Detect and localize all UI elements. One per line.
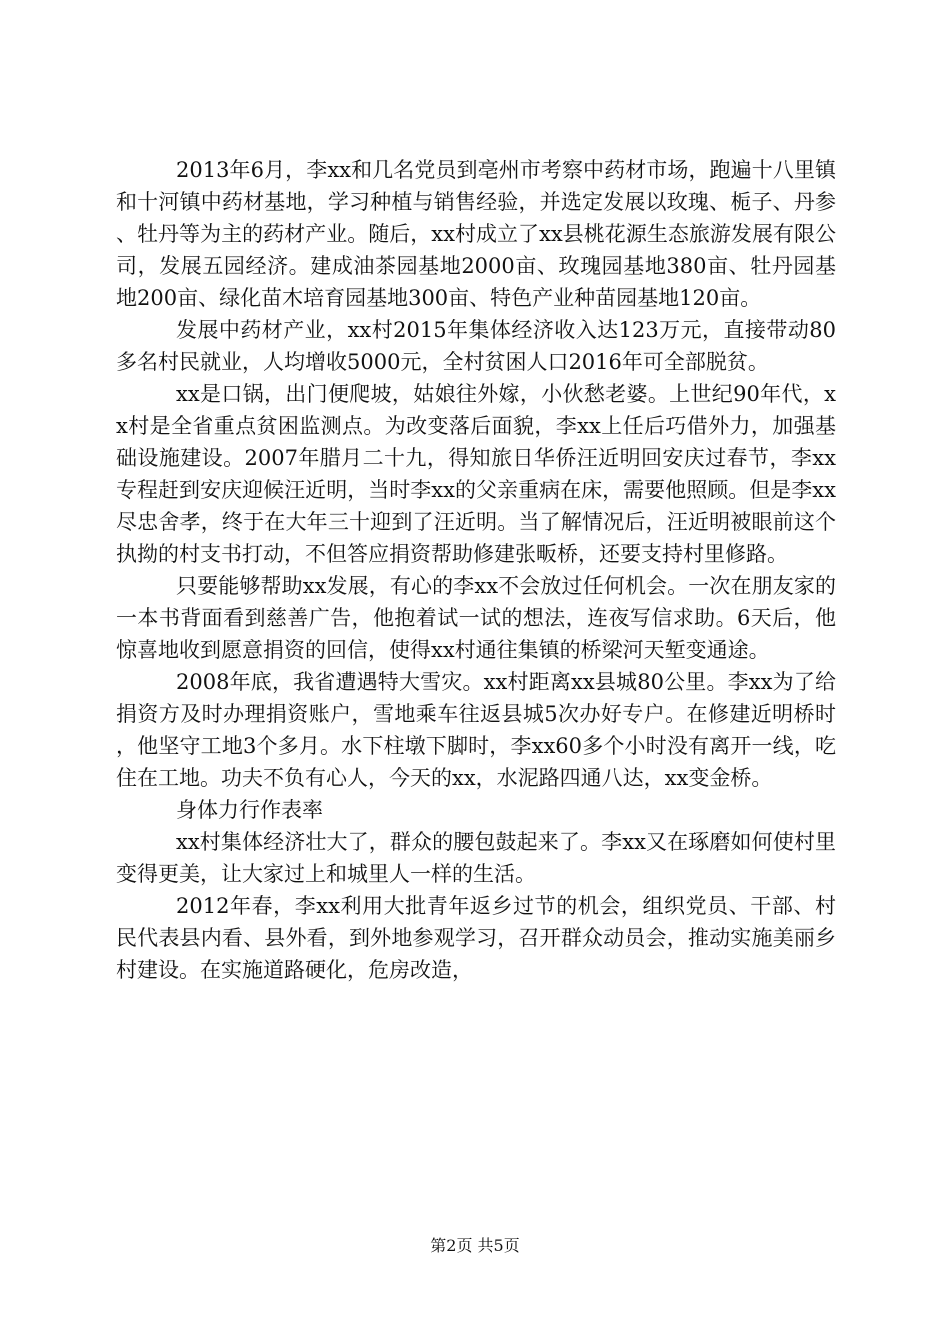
page-number-footer: 第2页 共5页 — [430, 1236, 520, 1255]
paragraph-2012-spring: 2012年春，李xx利用大批青年返乡过节的机会，组织党员、干部、村民代表县内看、县外看，到外地参观学习，召开群众动员会，推动实施美丽乡村建设。在实施道路硬化，危房改造， — [116, 894, 836, 982]
paragraph-infrastructure: xx是口锅，出门便爬坡，姑娘往外嫁，小伙愁老婆。上世纪90年代，xx村是全省重点贫困监测点。为改变落后面貌，李xx上任后巧借外力，加强基础设施建设。2007年腊月二十九，得知旅日华侨汪近明回安庆过春节，李xx专程赶到安庆迎候汪近明，当时李xx的父亲重病在床，需要他照顾。但是李xx尽忠舍孝，终于在大年三十迎到了汪近明。当了解情况后，汪近明被眼前这个执拗的村支书打动，不但答应捐资帮助修建张畈桥，还要支持村里修路。 — [116, 382, 836, 566]
paragraph-collective-income: 发展中药材产业，xx村2015年集体经济收入达123万元，直接带动80多名村民就业，人均增收5000元，全村贫困人口2016年可全部脱贫。 — [116, 318, 836, 374]
paragraph-charity-help: 只要能够帮助xx发展，有心的李xx不会放过任何机会。一次在朋友家的一本书背面看到慈善广告，他抱着试一试的想法，连夜写信求助。6天后，他惊喜地收到愿意捐资的回信，使得xx村通往集镇的桥梁河天堑变通途。 — [116, 574, 836, 662]
document-body — [116, 154, 836, 986]
paragraph-village-beauty: xx村集体经济壮大了，群众的腰包鼓起来了。李xx又在琢磨如何使村里变得更美，让大家过上和城里人一样的生活。 — [116, 830, 836, 886]
paragraph-snow-disaster: 2008年底，我省遭遇特大雪灾。xx村距离xx县城80公里。李xx为了给捐资方及时办理捐资账户，雪地乘车往返县城5次办好专户。在修建近明桥时，他坚守工地3个多月。水下柱墩下脚时，李xx60多个小时没有离开一线，吃住在工地。功夫不负有心人，今天的xx，水泥路四通八达，xx变金桥。 — [116, 670, 836, 790]
paragraph-medicinal-industry: 2013年6月，李xx和几名党员到亳州市考察中药材市场，跑遍十八里镇和十河镇中药材基地，学习种植与销售经验，并选定发展以玫瑰、栀子、丹参、牡丹等为主的药材产业。随后，xx村成立了xx县桃花源生态旅游发展有限公司，发展五园经济。建成油茶园基地2000亩、玫瑰园基地380亩、牡丹园基地200亩、绿化苗木培育园基地300亩、特色产业种苗园基地120亩。 — [116, 158, 836, 310]
section-heading: 身体力行作表率 — [176, 798, 323, 822]
